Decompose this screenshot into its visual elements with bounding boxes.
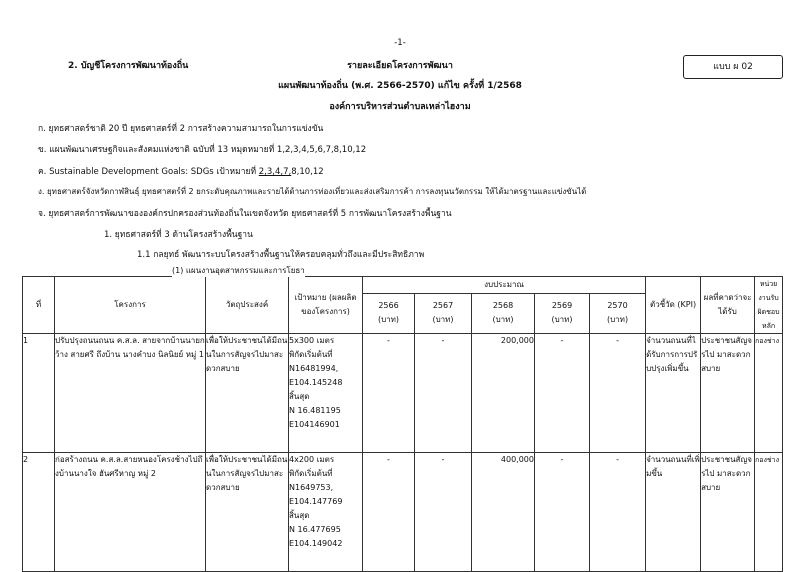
row-budget-2569: - <box>535 334 590 453</box>
row-target: 5x300 เมตร พิกัดเริ่มต้นที่ N16481994, E104.145248 สิ้นสุด N 16.481195 E104146901 <box>289 334 363 453</box>
row-budget-2569: - <box>535 453 590 572</box>
sdg-underlined: 2,3,4,7, <box>258 167 292 177</box>
row-budget-2567: - <box>415 453 472 572</box>
page-number: -1- <box>394 38 406 48</box>
table-row <box>23 334 783 453</box>
header-year-2568: 2568 (บาท) <box>472 293 535 333</box>
header-kpi: ตัวชี้วัด (KPI) <box>646 277 701 334</box>
strategy-line-a: ก. ยุทธศาสตร์ชาติ 20 ปี ยุทธศาสตร์ที่ 2 การสร้างความสามารถในการแข่งขัน <box>38 124 324 134</box>
sdg-suffix: 8,10,12 <box>291 167 324 177</box>
sub-sub-strategy: 1.1 กลยุทธ์ พัฒนาระบบโครงสร้างพื้นฐานให้ครอบคลุมทั่วถึงและมีประสิทธิภาพ <box>137 250 425 260</box>
org-name: องค์การบริหารส่วนตำบลเหล่าไฮงาม <box>329 102 471 112</box>
detail-title: รายละเอียดโครงการพัฒนา <box>347 61 453 71</box>
row-expected: ประชาชนสัญจรไป มาสะดวกสบาย <box>701 453 755 572</box>
row-project: ก่อสร้างถนน ค.ส.ล.สายหนองโครงช้างไปถึงบ้านนางใจ ฮันศรีหาญ หมู่ 2 <box>55 453 206 572</box>
row-no: 2 <box>23 453 55 572</box>
row-budget-2570: - <box>590 334 646 453</box>
header-year-2570: 2570 (บาท) <box>590 293 646 333</box>
sub-plan: (1) แผนงานอุตสาหกรรมและการโยธา <box>172 266 305 275</box>
header-no: ที่ <box>23 277 55 334</box>
row-no: 1 <box>23 334 55 453</box>
row-budget-2570: - <box>590 453 646 572</box>
header-year-2569: 2569 (บาท) <box>535 293 590 333</box>
header-expected: ผลที่คาดว่าจะได้รับ <box>701 277 755 334</box>
header-target: เป้าหมาย (ผลผลิตของโครงการ) <box>289 277 363 334</box>
form-code-box: แบบ ผ 02 <box>683 55 783 79</box>
header-budget: งบประมาณ <box>363 277 646 294</box>
row-budget-2566: - <box>363 334 415 453</box>
strategy-line-b: ข. แผนพัฒนาเศรษฐกิจและสังคมแห่งชาติ ฉบับที่ 13 หมุดหมายที่ 1,2,3,4,5,6,7,8,10,12 <box>38 145 367 155</box>
table-row <box>23 453 783 572</box>
project-table <box>22 276 783 572</box>
sdg-prefix: ค. Sustainable Development Goals: SDGs เป้าหมายที่ <box>38 167 259 177</box>
header-project: โครงการ <box>55 277 206 334</box>
row-agency: กองช่าง <box>755 453 783 572</box>
row-project: ปรับปรุงถนนถนน ค.ส.ล. สายจากบ้านนายกว้าง สายศรี ถึงบ้าน นางคำบง นิลนิยย์ หมู่ 1 <box>55 334 206 453</box>
row-target: 4x200 เมตร พิกัดเริ่มต้นที่ N1649753, E104.147769 สิ้นสุด N 16.477695 E104.149042 <box>289 453 363 572</box>
header-objective: วัตถุประสงค์ <box>206 277 289 334</box>
sub-strategy: 1. ยุทธศาสตร์ที่ 3 ด้านโครงสร้างพื้นฐาน <box>104 230 253 240</box>
row-objective: เพื่อให้ประชาชนได้มีถนนในการสัญจรไปมาสะดวกสบาย <box>206 453 289 572</box>
header-year-2566: 2566 (บาท) <box>363 293 415 333</box>
row-budget-2567: - <box>415 334 472 453</box>
strategy-line-d: ง. ยุทธศาสตร์จังหวัดกาฬสินธุ์ ยุทธศาสตร์ที่ 2 ยกระดับคุณภาพและรายได้ด้านการท่องเที่ยวและส่งเสริมการค้า การลงทุนนวัตกรรม ให้ได้มาตรฐานและแข่งขันได้ <box>38 187 587 196</box>
header-agency: หน่วยงานรับผิดชอบหลัก <box>755 277 783 334</box>
plan-title: แผนพัฒนาท้องถิ่น (พ.ศ. 2566-2570) แก้ไข ครั้งที่ 1/2568 <box>278 81 522 91</box>
strategy-line-c <box>38 164 324 178</box>
row-kpi: จำนวนถนนที่เพิ่มขึ้น <box>646 453 701 572</box>
row-budget-2566: - <box>363 453 415 572</box>
section-title: 2. บัญชีโครงการพัฒนาท้องถิ่น <box>68 61 189 71</box>
row-agency: กองช่าง <box>755 334 783 453</box>
row-kpi: จำนวนถนนที่ได้รับการการปรับปรุงเพิ่มขึ้น <box>646 334 701 453</box>
row-budget-2568: 200,000 <box>472 334 535 453</box>
row-objective: เพื่อให้ประชาชนได้มีถนนในการสัญจรไปมาสะดวกสบาย <box>206 334 289 453</box>
header-year-2567: 2567 (บาท) <box>415 293 472 333</box>
row-expected: ประชาชนสัญจรไป มาสะดวกสบาย <box>701 334 755 453</box>
strategy-line-e: จ. ยุทธศาสตร์การพัฒนาขององค์กรปกครองส่วนท้องถิ่นในเขตจังหวัด ยุทธศาสตร์ที่ 5 การพัฒนาโครงสร้างพื้นฐาน <box>38 209 452 219</box>
row-budget-2568: 400,000 <box>472 453 535 572</box>
